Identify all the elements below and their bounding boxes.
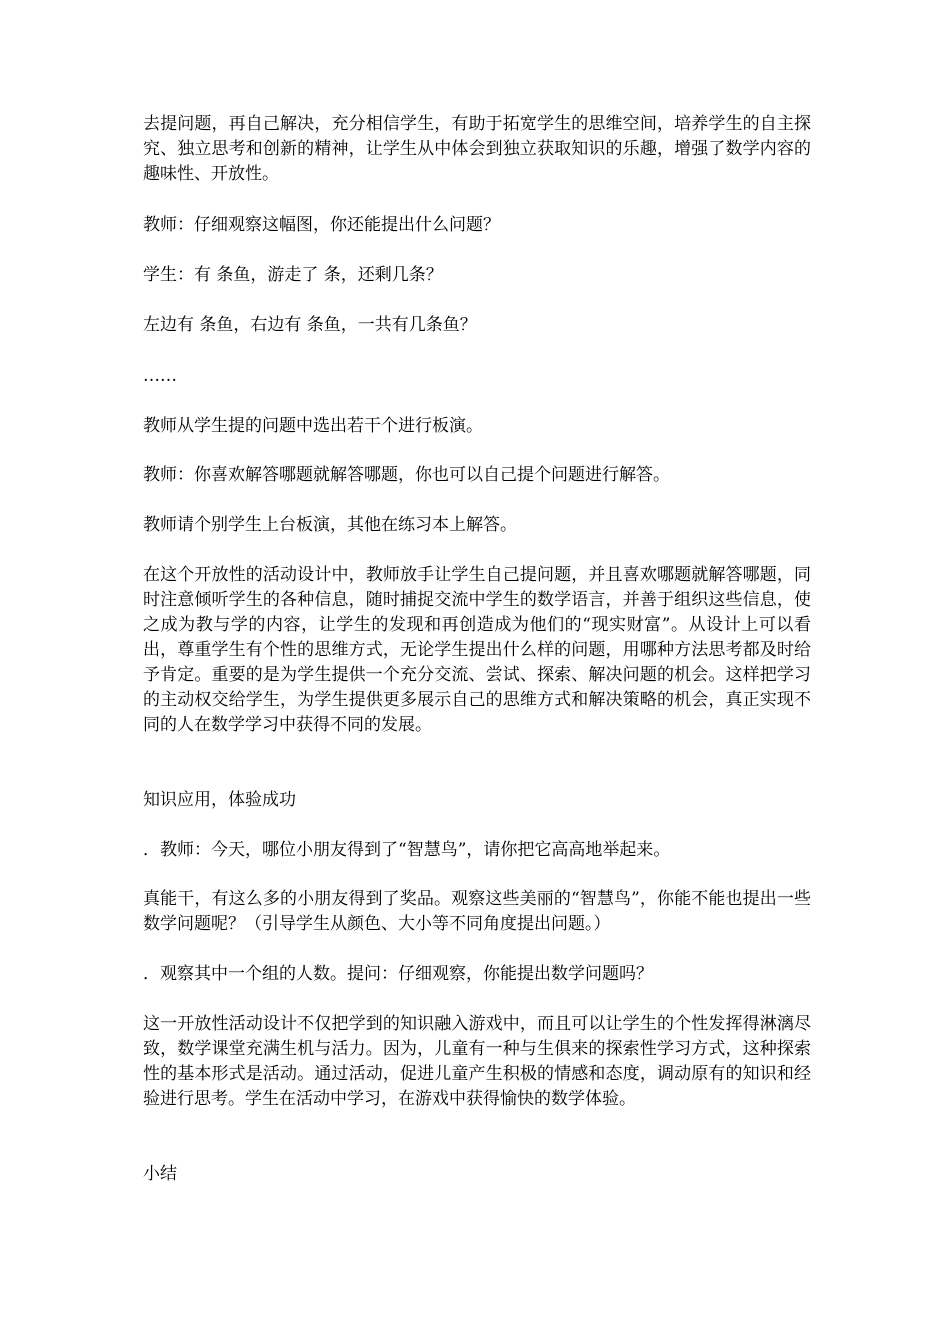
design-analysis-paragraph: 在这个开放性的活动设计中，教师放手让学生自己提问题，并且喜欢哪题就解答哪题，同时注意倾听学生的各种信息，随时捕捉交流中学生的数学语言，并善于组织这些信息，使之成为教与学的内容，让学生的发现和再创造成为他们的“现实财富”。从设计上可以看出，尊重学生有个性的思维方式，无论学生提出什么样的问题，用哪种方法思考都及时给予肯定。重要的是为学生提供一个充分交流、尝试、探索、解决问题的机会。这样把学习的主动权交给学生，为学生提供更多展示自己的思维方式和解决策略的机会，真正实现不同的人在数学学习中获得不同的发展。 [143, 565, 811, 735]
teacher-board-note: 教师从学生提的问题中选出若干个进行板演。 [143, 416, 483, 436]
student-question-2: 左边有 条鱼，右边有 条鱼，一共有几条鱼？ [143, 315, 477, 335]
praise-paragraph: 真能干，有这么多的小朋友得到了奖品。观察这些美丽的“智慧鸟”，你能不能也提出一些数学问题呢？（引导学生从颜色、大小等不同角度提出问题。） [143, 889, 811, 934]
intro-paragraph: 去提问题，再自己解决，充分相信学生，有助于拓宽学生的思维空间，培养学生的自主探究、独立思考和创新的精神，让学生从中体会到独立获取知识的乐趣，增强了数学内容的趣味性、开放性。 [143, 114, 811, 184]
teacher-board-practice: 教师请个别学生上台板演，其他在练习本上解答。 [143, 515, 517, 535]
teacher-question: 教师：仔细观察这幅图，你还能提出什么问题？ [143, 215, 500, 235]
activity-analysis-paragraph: 这一开放性活动设计不仅把学到的知识融入游戏中，而且可以让学生的个性发挥得淋漓尽致，数学课堂充满生机与活力。因为，儿童有一种与生俱来的探索性学习方式，这种探索性的基本形式是活动。通过活动，促进儿童产生积极的情感和态度，调动原有的知识和经验进行思考。学生在活动中学习，在游戏中获得愉快的数学体验。 [143, 1014, 811, 1109]
student-question-1: 学生：有 条鱼，游走了 条，还剩几条？ [143, 265, 443, 285]
section-heading-summary: 小结 [143, 1164, 177, 1184]
teacher-instruction: 教师：你喜欢解答哪题就解答哪题，你也可以自己提个问题进行解答。 [143, 465, 670, 485]
ellipsis-line: …… [143, 366, 177, 386]
section-heading-application: 知识应用，体验成功 [143, 790, 296, 810]
group-count-question: ．观察其中一个组的人数。提问：仔细观察，你能提出数学问题吗？ [143, 964, 653, 984]
teacher-wisdom-bird: ．教师：今天，哪位小朋友得到了“智慧鸟”，请你把它高高地举起来。 [143, 840, 671, 860]
